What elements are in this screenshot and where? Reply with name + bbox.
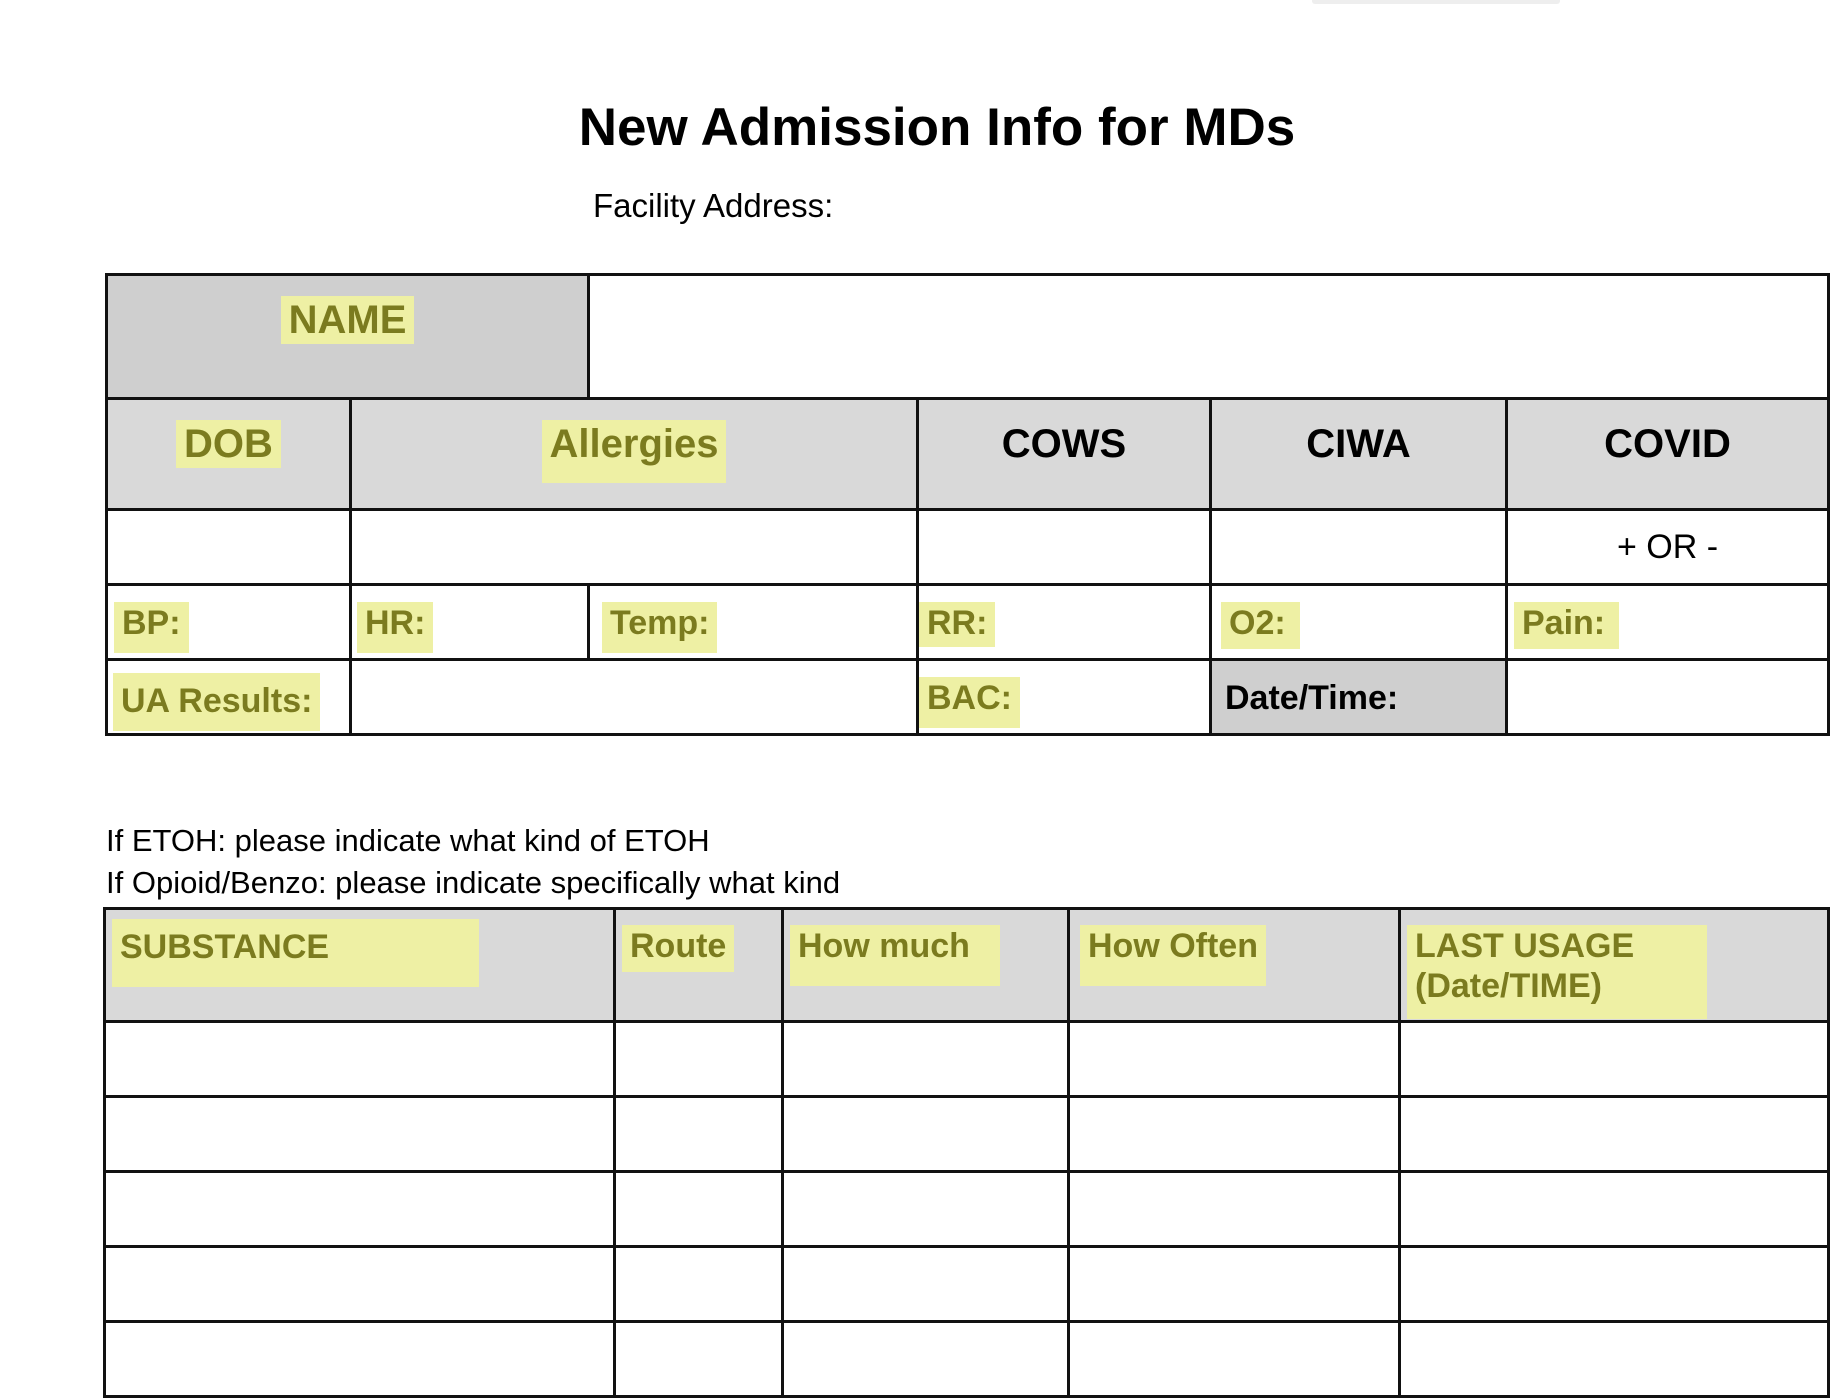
ciwa-header-cell: [1209, 397, 1508, 511]
route-header-label: Route: [622, 925, 734, 972]
document-title: New Admission Info for MDs: [578, 98, 1296, 157]
date-time-field[interactable]: [1505, 658, 1830, 736]
substance-row-cell[interactable]: [1067, 1170, 1401, 1248]
how-much-header-label: How much: [790, 925, 1000, 986]
bac-cell[interactable]: [916, 658, 1212, 736]
substance-row-cell[interactable]: [613, 1320, 784, 1398]
allergies-label: Allergies: [542, 420, 727, 483]
ua-results-label: UA Results:: [113, 673, 320, 731]
dob-field[interactable]: [105, 508, 352, 586]
temp-cell[interactable]: [587, 583, 919, 661]
cows-field[interactable]: [916, 508, 1212, 586]
covid-header-cell: [1505, 397, 1830, 511]
instructions: [106, 820, 840, 904]
etoh-note: If ETOH: please indicate what kind of ETOH: [106, 823, 710, 858]
how-often-header-label: How Often: [1080, 925, 1266, 986]
dob-label: DOB: [176, 420, 281, 468]
ciwa-field[interactable]: [1209, 508, 1508, 586]
bac-label: BAC:: [919, 677, 1020, 728]
last-usage-line-2: (Date/TIME): [1415, 967, 1602, 1005]
substance-row-cell[interactable]: [103, 1020, 616, 1098]
route-header: [613, 907, 784, 1023]
facility-address-label: Facility Address:: [593, 187, 834, 224]
substance-row-cell[interactable]: [103, 1170, 616, 1248]
ciwa-label: CIWA: [1306, 422, 1411, 466]
hr-label: HR:: [357, 602, 433, 653]
substance-row-cell[interactable]: [1398, 1320, 1830, 1398]
substance-row-cell[interactable]: [613, 1095, 784, 1173]
substance-row-cell[interactable]: [1398, 1095, 1830, 1173]
date-time-label-cell: [1209, 658, 1508, 736]
substance-row-cell[interactable]: [1398, 1020, 1830, 1098]
o2-label: O2:: [1221, 602, 1300, 649]
substance-row-cell[interactable]: [103, 1095, 616, 1173]
ua-results-cell: [105, 658, 352, 736]
ua-results-field[interactable]: [349, 658, 919, 736]
substance-row-cell[interactable]: [781, 1170, 1070, 1248]
name-field[interactable]: [587, 273, 1830, 400]
pain-label: Pain:: [1514, 602, 1619, 649]
covid-label: COVID: [1604, 422, 1731, 466]
substance-row-cell[interactable]: [1067, 1095, 1401, 1173]
cows-label: COWS: [1001, 422, 1127, 466]
date-time-label: Date/Time:: [1225, 679, 1399, 717]
substance-row-cell[interactable]: [1067, 1245, 1401, 1323]
substance-row-cell[interactable]: [1398, 1245, 1830, 1323]
substance-header-label: SUBSTANCE: [112, 919, 479, 987]
opioid-note: If Opioid/Benzo: please indicate specifically what kind: [106, 865, 841, 900]
last-usage-header: [1398, 907, 1830, 1023]
how-often-header: [1067, 907, 1401, 1023]
substance-header: [103, 907, 616, 1023]
covid-value: + OR -: [1616, 528, 1719, 566]
rr-cell[interactable]: [916, 583, 1212, 661]
temp-label: Temp:: [602, 602, 717, 653]
last-usage-header-label: [1407, 925, 1707, 1019]
substance-row-cell[interactable]: [613, 1170, 784, 1248]
substance-row-cell[interactable]: [781, 1320, 1070, 1398]
pain-cell[interactable]: [1505, 583, 1830, 661]
substance-row-cell[interactable]: [103, 1245, 616, 1323]
bp-cell[interactable]: [105, 583, 352, 661]
substance-row-cell[interactable]: [1067, 1020, 1401, 1098]
how-much-header: [781, 907, 1070, 1023]
covid-field[interactable]: [1505, 508, 1830, 586]
allergies-header-cell: [349, 397, 919, 511]
dob-header-cell: [105, 397, 352, 511]
last-usage-line-1: LAST USAGE: [1415, 927, 1635, 965]
scrollbar-thumb[interactable]: [1312, 0, 1560, 4]
bp-label: BP:: [114, 602, 189, 653]
substance-row-cell[interactable]: [781, 1020, 1070, 1098]
name-label-cell: [105, 273, 590, 400]
substance-row-cell[interactable]: [103, 1320, 616, 1398]
allergies-field[interactable]: [349, 508, 919, 586]
substance-row-cell[interactable]: [613, 1020, 784, 1098]
hr-cell[interactable]: [349, 583, 590, 661]
substance-row-cell[interactable]: [781, 1095, 1070, 1173]
cows-header-cell: [916, 397, 1212, 511]
name-label: NAME: [281, 296, 415, 344]
substance-row-cell[interactable]: [613, 1245, 784, 1323]
o2-cell[interactable]: [1209, 583, 1508, 661]
substance-row-cell[interactable]: [1067, 1320, 1401, 1398]
rr-label: RR:: [919, 602, 995, 647]
substance-row-cell[interactable]: [1398, 1170, 1830, 1248]
substance-row-cell[interactable]: [781, 1245, 1070, 1323]
